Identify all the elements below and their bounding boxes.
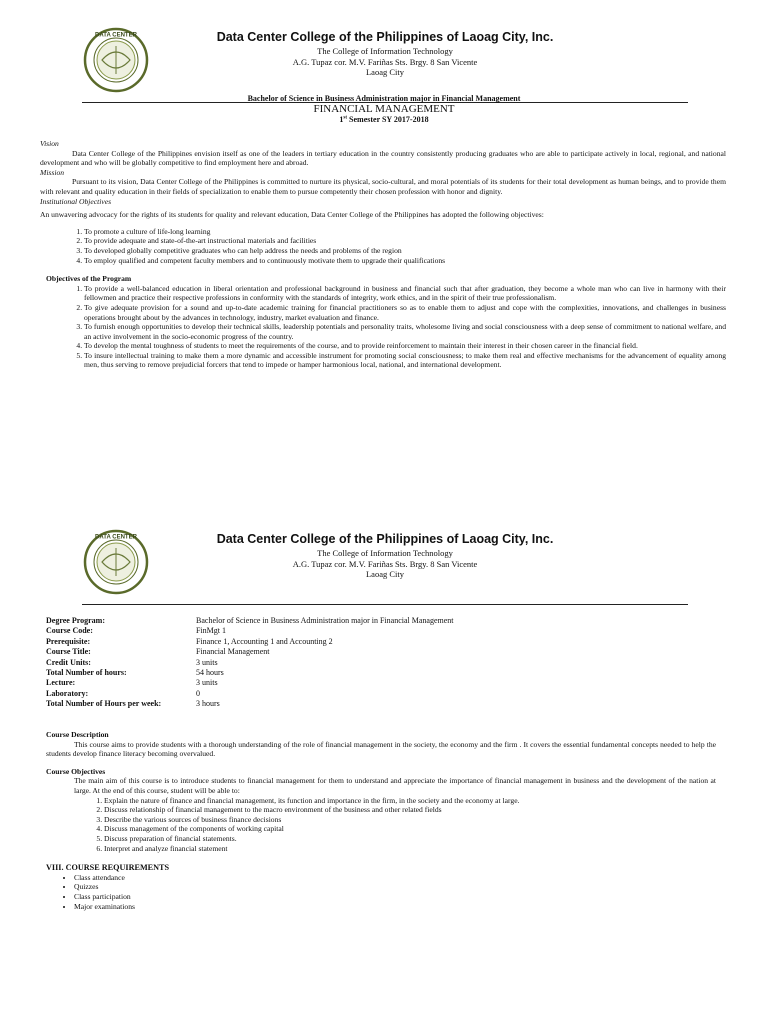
info-row <box>46 626 716 636</box>
list-item: 3. To furnish enough opportunities to develop their technical skills, leadership potentials and personality traits, wholesome living and social consciousness with a deep sense of commitment to national welfare, and an active involvement in the socio-economic progress of the country. <box>84 322 726 341</box>
college-city: Laoag City <box>365 67 404 77</box>
college-logo <box>82 26 150 94</box>
mission-text: Pursuant to its vision, Data Center College of the Philippines is committed to nurture its physical, socio-cultural, and moral potentials of its students for their total development as human beings, and to provide them with relevant and quality education in their fields of specialization to enable them to pursue competently their chosen profession with honor and dignity. <box>40 177 726 196</box>
course-description-text: This course aims to provide students with a thorough understanding of the role of financial management in the society, the economy and the firm . It covers the essential fundamental concepts needed to help the students develop finance literacy becoming overvalued. <box>46 739 716 759</box>
list-item: • Major examinations <box>74 902 716 912</box>
info-value: 3 units <box>196 678 218 688</box>
info-label: Laboratory: <box>46 688 89 698</box>
info-label: Credit Units: <box>46 657 91 667</box>
institutional-intro: An unwavering advocacy for the rights of its students for quality and relevant education, Data Center College of the Philippines has adopted the following objectives: <box>40 210 544 220</box>
info-row <box>46 647 716 657</box>
college-department: The College of Information Technology <box>317 46 453 56</box>
list-item: 1. Explain the nature of finance and financial management, its function and importance in the firm, in the society and the economy at large. <box>104 796 716 806</box>
college-address: A.G. Tupaz cor. M.V. Fariñas Sts. Brgy. 8 San Vicente <box>292 558 478 569</box>
info-label: Total Number of hours: <box>46 667 127 677</box>
list-item: 3. To developed globally competitive graduates who can help address the needs and problems of the region <box>84 246 726 256</box>
requirements-list <box>46 873 716 911</box>
vision-heading: Vision <box>40 139 59 148</box>
info-label: Degree Program: <box>46 616 106 625</box>
list-item: 3. Describe the various sources of business finance decisions <box>104 815 716 825</box>
college-city: Laoag City <box>365 569 404 579</box>
list-item: 6. Interpret and analyze financial statement <box>104 844 716 854</box>
list-item: 5. To insure intellectual training to make them a more dynamic and accessible instrument for promoting social consciousness; to make them real and effective mechanisms for the advancement of equality among men, thus serving to remove prejudicial forcers that tend to impede or hamper harmonious local, national, and international development. <box>84 351 726 370</box>
info-row <box>46 658 716 668</box>
course-objectives-list <box>46 796 716 854</box>
program-objectives-heading: Objectives of the Program <box>46 274 132 284</box>
course-description-heading: Course Description <box>46 730 109 739</box>
semester-label: Semester SY 2017-2018 <box>347 115 429 124</box>
list-item: 1. To provide a well-balanced education in liberal orientation and professional background in business and financial such that after graduation, they become a whole man who can live in harmony with their fellowmen and practice their respective professions in conformity with the standards of integrity, work ethics, and in the spirit of their true professionalism. <box>84 284 726 303</box>
info-label: Course Title: <box>46 647 91 657</box>
requirements-heading: VIII. COURSE REQUIREMENTS <box>46 863 170 873</box>
info-row <box>46 689 716 699</box>
mission-heading: Mission <box>40 167 65 177</box>
list-item: • Class attendance <box>74 873 716 883</box>
semester-ordinal: st <box>343 115 348 121</box>
info-label: Course Code: <box>46 626 93 636</box>
course-info-table <box>46 616 716 710</box>
course-description-section <box>46 730 716 911</box>
page-two <box>0 528 768 911</box>
info-value: 54 hours <box>196 667 224 677</box>
info-value: 3 units <box>196 657 218 667</box>
info-value: Finance 1, Accounting 1 and Accounting 2 <box>196 636 333 646</box>
info-row <box>46 668 716 678</box>
list-item: 1. To promote a culture of life-long learning <box>84 227 726 237</box>
college-address: A.G. Tupaz cor. M.V. Fariñas Sts. Brgy. 8 San Vicente <box>292 56 478 67</box>
college-name: Data Center College of the Philippines of Laoag City, Inc. <box>216 532 554 546</box>
list-item: 4. Discuss management of the components of working capital <box>104 824 716 834</box>
college-name: Data Center College of the Philippines of Laoag City, Inc. <box>216 30 554 44</box>
institutional-heading: Institutional Objectives <box>40 196 112 206</box>
info-label: Total Number of Hours per week: <box>46 699 162 709</box>
course-objectives-heading: Course Objectives <box>46 766 106 776</box>
info-value: Bachelor of Science in Business Administration major in Financial Management <box>196 616 454 625</box>
info-row <box>46 699 716 709</box>
college-info <box>150 30 620 78</box>
info-value: FinMgt 1 <box>196 626 227 636</box>
svg-text:DATA CENTER: DATA CENTER <box>95 534 137 541</box>
list-item: 4. To develop the mental toughness of students to meet the requirements of the course, and to provide reinforcement to maintain their interest in their chosen career in the financial field. <box>84 341 726 351</box>
info-row <box>46 616 716 626</box>
title-block <box>0 94 768 124</box>
college-department: The College of Information Technology <box>317 548 453 558</box>
info-value: 0 <box>196 688 200 698</box>
college-logo <box>82 528 150 596</box>
list-item: • Class participation <box>74 892 716 902</box>
institutional-list <box>40 227 726 265</box>
program-title: Bachelor of Science in Business Administration major in Financial Management <box>247 94 521 103</box>
vision-text: Data Center College of the Philippines envision itself as one of the leaders in tertiary education in the country consistently producing graduates who are able to participate actively in local, regional, and national development and who will be globally competitive to find employment here and abroad. <box>40 148 726 168</box>
info-value: 3 hours <box>196 699 220 709</box>
program-objectives-list <box>40 284 726 370</box>
info-row <box>46 678 716 688</box>
list-item: 2. To provide adequate and state-of-the-art instructional materials and facilities <box>84 236 726 246</box>
list-item: • Quizzes <box>74 882 716 892</box>
course-objectives-intro: The main aim of this course is to introduce students to financial management for them to understand and appreciate the importance of financial management in business and the development of the nation at large. At the end of this course, student will be able to: <box>74 776 716 795</box>
info-label: Lecture: <box>46 678 76 688</box>
vision-section <box>40 139 726 370</box>
list-item: 4. To employ qualified and competent faculty members and to continuously motivate them to upgrade their qualifications <box>84 256 726 266</box>
info-label: Prerequisite: <box>46 636 91 646</box>
list-item: 2. Discuss relationship of financial management to the macro environment of the business and other related fields <box>104 805 716 815</box>
page-one <box>0 26 768 370</box>
info-value: Financial Management <box>196 647 270 657</box>
header-rule <box>82 604 688 605</box>
course-title: FINANCIAL MANAGEMENT <box>313 103 455 115</box>
college-info <box>150 532 620 580</box>
list-item: 5. Discuss preparation of financial statements. <box>104 834 716 844</box>
semester <box>0 115 768 124</box>
college-header <box>0 528 768 610</box>
info-row <box>46 637 716 647</box>
svg-text:DATA CENTER: DATA CENTER <box>95 32 137 39</box>
list-item: 2. To give adequate provision for a sound and up-to-date academic training for financial practitioners so as to enable them to adjust and cope with the complexities, innovations, and challenges in business operations brought about by the advances in technology, industry, market evaluation and finance. <box>84 303 726 322</box>
semester-number: 1 <box>339 115 344 124</box>
